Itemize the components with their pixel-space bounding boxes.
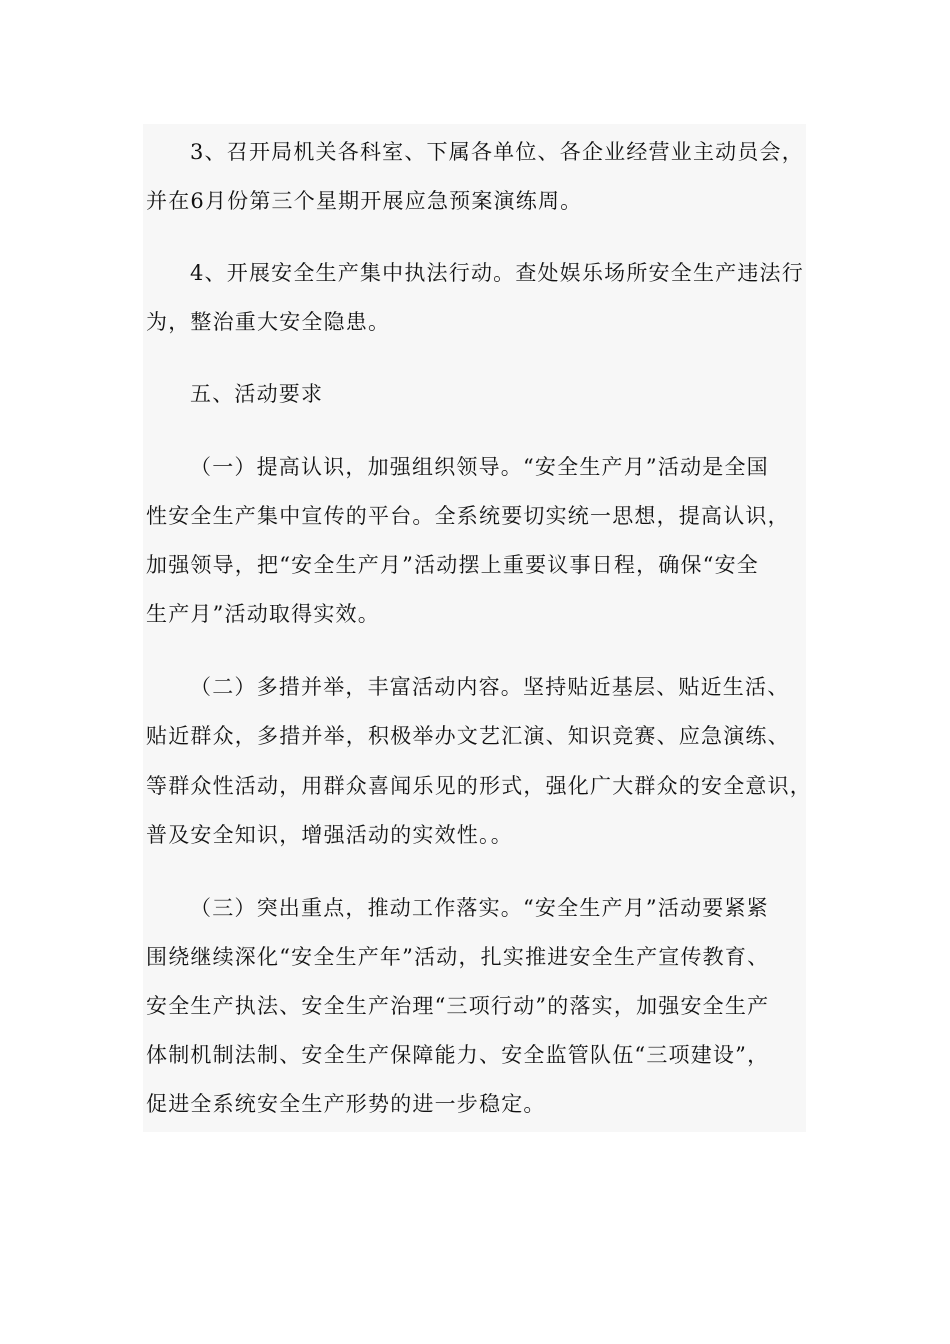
requirement-3-line-1: （三）突出重点，推动工作落实。“安全生产月”活动要紧紧 [190,896,769,920]
requirement-2-line-4: 普及安全知识，增强活动的实效性。。 [146,823,513,847]
requirement-3-line-2: 围绕继续深化“安全生产年”活动，扎实推进安全生产宣传教育、 [146,945,770,969]
section-heading: 五、活动要求 [190,382,324,406]
requirement-3-line-4: 体制机制法制、安全生产保障能力、安全监管队伍“三项建设”， [146,1043,770,1067]
requirement-2-line-3: 等群众性活动，用群众喜闻乐见的形式，强化广大群众的安全意识， [146,774,812,798]
requirement-2-line-2: 贴近群众，多措并举，积极举办文艺汇演、知识竞赛、应急演练、 [146,724,790,748]
item-4-line-1: 4、开展安全生产集中执法行动。查处娱乐场所安全生产违法行 [190,261,804,285]
requirement-1-line-1: （一）提高认识，加强组织领导。“安全生产月”活动是全国 [190,455,769,479]
requirement-1-line-2: 性安全生产集中宣传的平台。全系统要切实统一思想，提高认识， [146,504,790,528]
item-3-line-1: 3、召开局机关各科室、下属各单位、各企业经营业主动员会， [190,140,804,164]
requirement-3-line-3: 安全生产执法、安全生产治理“三项行动”的落实，加强安全生产 [146,994,770,1018]
item-3-line-2: 并在6月份第三个星期开展应急预案演练周。 [146,189,583,213]
requirement-3-line-5: 促进全系统安全生产形势的进一步稳定。 [146,1092,546,1116]
requirement-2-line-1: （二）多措并举，丰富活动内容。坚持贴近基层、贴近生活、 [190,675,790,699]
requirement-1-line-4: 生产月”活动取得实效。 [146,602,380,626]
item-4-line-2: 为，整治重大安全隐患。 [146,310,391,334]
requirement-1-line-3: 加强领导，把“安全生产月”活动摆上重要议事日程，确保“安全 [146,553,760,577]
